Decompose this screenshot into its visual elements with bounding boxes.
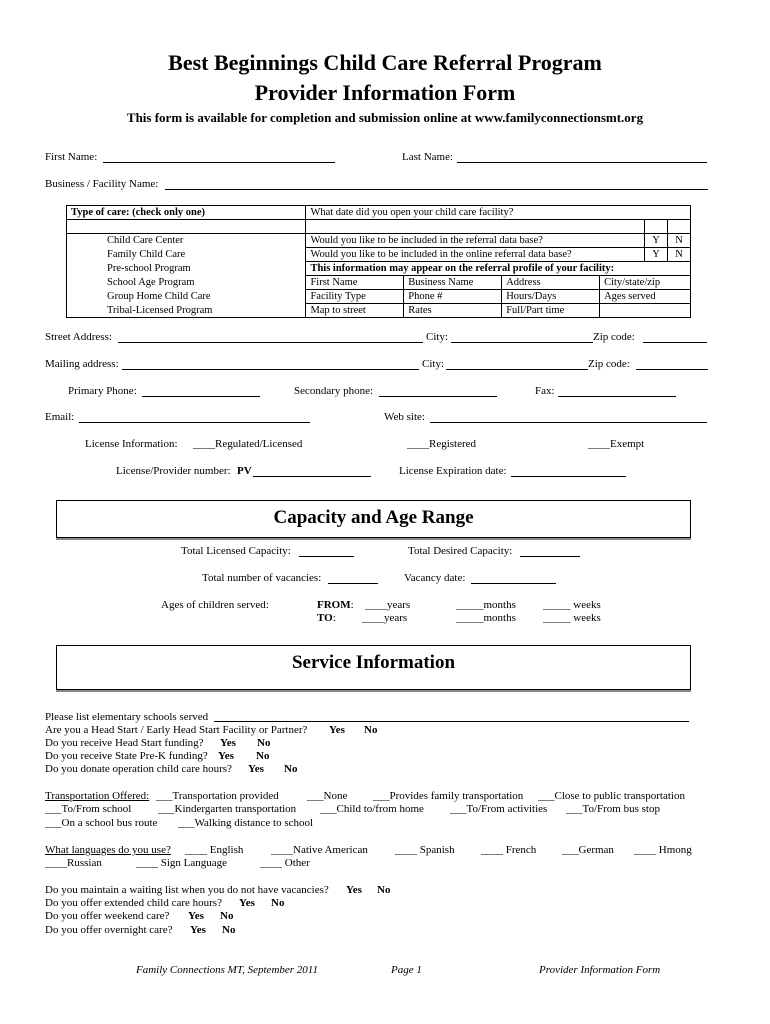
to-years-field[interactable]: ____years bbox=[362, 612, 408, 624]
footer-organization: Family Connections MT, September 2011 bbox=[136, 964, 318, 976]
vacancies-field[interactable] bbox=[328, 583, 378, 584]
profile-cell: Full/Part time bbox=[502, 304, 600, 318]
email-label: Email: bbox=[45, 411, 75, 423]
license-registered-option[interactable]: ____Registered bbox=[407, 438, 477, 450]
mailing-zip-label: Zip code: bbox=[588, 358, 630, 370]
from-years-field[interactable]: ____years bbox=[365, 599, 411, 611]
email-field[interactable] bbox=[79, 422, 310, 423]
transport-option[interactable]: ___To/From school bbox=[45, 803, 132, 815]
service-section-title: Service Information bbox=[291, 652, 456, 673]
transport-option[interactable]: ___To/From activities bbox=[450, 803, 548, 815]
blank-cell bbox=[667, 220, 690, 234]
waiting-list-yes[interactable]: Yes bbox=[346, 884, 362, 896]
license-regulated-option[interactable]: ____Regulated/Licensed bbox=[193, 438, 303, 450]
first-name-label: First Name: bbox=[45, 151, 98, 163]
database-question: Would you like to be included in the referral data base? bbox=[306, 234, 645, 248]
care-type-option[interactable]: Pre-school Program bbox=[67, 262, 306, 276]
online-database-question: Would you like to be included in the online referral data base? bbox=[306, 248, 645, 262]
licensed-capacity-label: Total Licensed Capacity: bbox=[181, 545, 291, 557]
vacancy-date-field[interactable] bbox=[471, 583, 556, 584]
ages-to-row bbox=[317, 612, 336, 624]
capacity-section-title: Capacity and Age Range bbox=[273, 507, 474, 528]
language-option[interactable]: ____ Hmong bbox=[634, 844, 692, 856]
mailing-address-field[interactable] bbox=[122, 369, 419, 370]
online-database-yes[interactable]: Y bbox=[645, 248, 668, 262]
last-name-label: Last Name: bbox=[402, 151, 454, 163]
funding-no[interactable]: No bbox=[257, 737, 271, 749]
transportation-label: Transportation Offered: bbox=[45, 790, 150, 802]
city-field[interactable] bbox=[451, 342, 593, 343]
business-name-field[interactable] bbox=[165, 189, 708, 190]
vacancies-label: Total number of vacancies: bbox=[202, 572, 322, 584]
zip-label: Zip code: bbox=[593, 331, 635, 343]
profile-cell: Business Name bbox=[404, 276, 502, 290]
ages-to-colon: : bbox=[332, 612, 336, 624]
blank-cell bbox=[67, 220, 306, 234]
prek-no[interactable]: No bbox=[256, 750, 270, 762]
mailing-city-label: City: bbox=[422, 358, 445, 370]
profile-cell: City/state/zip bbox=[600, 276, 691, 290]
care-type-option[interactable]: Tribal-Licensed Program bbox=[67, 304, 306, 318]
license-number-field[interactable] bbox=[253, 476, 371, 477]
form-subtitle: This form is available for completion and submission online at www.familyconnectionsmt.org bbox=[126, 110, 644, 125]
primary-phone-label: Primary Phone: bbox=[68, 385, 137, 397]
language-option[interactable]: ____ English bbox=[185, 844, 244, 856]
ages-from-colon: : bbox=[350, 599, 354, 611]
profile-cell: Address bbox=[502, 276, 600, 290]
database-yes[interactable]: Y bbox=[645, 234, 668, 248]
language-option[interactable]: ____Native American bbox=[271, 844, 368, 856]
care-type-table bbox=[66, 205, 691, 318]
care-type-option[interactable]: Group Home Child Care bbox=[67, 290, 306, 304]
business-name-label: Business / Facility Name: bbox=[45, 178, 159, 190]
languages-label: What languages do you use? bbox=[45, 844, 171, 856]
vacancy-date-label: Vacancy date: bbox=[404, 572, 466, 584]
weekend-care-yes[interactable]: Yes bbox=[188, 910, 204, 922]
profile-cell: Phone # bbox=[404, 290, 502, 304]
secondary-phone-field[interactable] bbox=[379, 396, 497, 397]
last-name-field[interactable] bbox=[457, 162, 707, 163]
waiting-list-question: Do you maintain a waiting list when you do not have vacancies? bbox=[45, 884, 329, 896]
care-type-option[interactable]: School Age Program bbox=[67, 276, 306, 290]
language-option[interactable]: ___German bbox=[562, 844, 614, 856]
schools-label: Please list elementary schools served bbox=[45, 711, 209, 723]
profile-cell: First Name bbox=[306, 276, 404, 290]
zip-field[interactable] bbox=[643, 342, 707, 343]
overnight-care-no[interactable]: No bbox=[222, 924, 236, 936]
to-months-field[interactable]: _____months bbox=[456, 612, 516, 624]
language-option[interactable]: ____ Sign Language bbox=[136, 857, 228, 869]
transport-option[interactable]: ___Close to public transportation bbox=[538, 790, 685, 802]
profile-cell: Hours/Days bbox=[502, 290, 600, 304]
waiting-list-no[interactable]: No bbox=[377, 884, 391, 896]
extended-hours-no[interactable]: No bbox=[271, 897, 285, 909]
licensed-capacity-field[interactable] bbox=[299, 556, 354, 557]
care-type-option[interactable]: Family Child Care bbox=[67, 248, 306, 262]
profile-cell: Rates bbox=[404, 304, 502, 318]
profile-cell: Facility Type bbox=[306, 290, 404, 304]
ages-to-label: TO bbox=[317, 612, 333, 624]
footer-page-number: Page 1 bbox=[391, 964, 422, 976]
transport-option[interactable]: ___Walking distance to school bbox=[178, 817, 314, 829]
overnight-care-yes[interactable]: Yes bbox=[190, 924, 206, 936]
street-address-field[interactable] bbox=[118, 342, 423, 343]
desired-capacity-label: Total Desired Capacity: bbox=[408, 545, 513, 557]
donate-question: Do you donate operation child care hours? bbox=[45, 763, 232, 775]
profile-note: This information may appear on the referral profile of your facility: bbox=[306, 262, 691, 276]
profile-cell: Map to street bbox=[306, 304, 404, 318]
mailing-address-label: Mailing address: bbox=[45, 358, 119, 370]
extended-hours-yes[interactable]: Yes bbox=[239, 897, 255, 909]
form-title-line1: Best Beginnings Child Care Referral Program bbox=[168, 50, 602, 75]
from-months-field[interactable]: _____months bbox=[456, 599, 516, 611]
from-weeks-field[interactable]: _____ weeks bbox=[543, 599, 601, 611]
prek-yes[interactable]: Yes bbox=[218, 750, 234, 762]
license-number-label: License/Provider number: bbox=[116, 465, 231, 477]
language-option[interactable]: ____ Spanish bbox=[395, 844, 455, 856]
blank-cell bbox=[306, 220, 645, 234]
schools-field[interactable] bbox=[214, 721, 689, 722]
license-expiration-label: License Expiration date: bbox=[399, 465, 507, 477]
footer-form-name: Provider Information Form bbox=[539, 964, 661, 976]
language-option[interactable]: ____ Other bbox=[260, 857, 310, 869]
license-number-prefix: PV bbox=[237, 465, 252, 477]
care-type-header: Type of care: (check only one) bbox=[67, 206, 306, 220]
form-title-line2: Provider Information Form bbox=[254, 80, 516, 105]
first-name-field[interactable] bbox=[103, 162, 335, 163]
street-address-label: Street Address: bbox=[45, 331, 112, 343]
transport-option[interactable]: ___None bbox=[307, 790, 348, 802]
transport-option[interactable]: ___Provides family transportation bbox=[373, 790, 524, 802]
transport-option[interactable]: ___On a school bus route bbox=[45, 817, 158, 829]
ages-from-row bbox=[317, 599, 354, 611]
ages-served-label: Ages of children served: bbox=[161, 599, 269, 611]
language-option[interactable]: ____Russian bbox=[45, 857, 102, 869]
transport-option[interactable]: ___Transportation provided bbox=[156, 790, 279, 802]
open-date-question: What date did you open your child care facility? bbox=[306, 206, 691, 220]
funding-yes[interactable]: Yes bbox=[220, 737, 236, 749]
license-expiration-field[interactable] bbox=[511, 476, 626, 477]
ages-from-label: FROM bbox=[317, 599, 351, 611]
donate-no[interactable]: No bbox=[284, 763, 298, 775]
transport-option[interactable]: ___To/From bus stop bbox=[566, 803, 660, 815]
fax-field[interactable] bbox=[558, 396, 676, 397]
language-option[interactable]: ____ French bbox=[481, 844, 537, 856]
extended-hours-question: Do you offer extended child care hours? bbox=[45, 897, 222, 909]
license-exempt-option[interactable]: ____Exempt bbox=[588, 438, 645, 450]
website-label: Web site: bbox=[384, 411, 425, 423]
overnight-care-question: Do you offer overnight care? bbox=[45, 924, 173, 936]
weekend-care-question: Do you offer weekend care? bbox=[45, 910, 170, 922]
database-no[interactable]: N bbox=[667, 234, 690, 248]
website-field[interactable] bbox=[430, 422, 707, 423]
weekend-care-no[interactable]: No bbox=[220, 910, 234, 922]
to-weeks-field[interactable]: _____ weeks bbox=[543, 612, 601, 624]
fax-label: Fax: bbox=[535, 385, 555, 397]
funding-question: Do you receive Head Start funding? bbox=[45, 737, 204, 749]
head-start-yes[interactable]: Yes bbox=[329, 724, 345, 736]
online-database-no[interactable]: N bbox=[667, 248, 690, 262]
head-start-no[interactable]: No bbox=[364, 724, 378, 736]
license-info-label: License Information: bbox=[85, 438, 178, 450]
head-start-question: Are you a Head Start / Early Head Start Facility or Partner? bbox=[45, 724, 308, 736]
transport-option[interactable]: ___Child to/from home bbox=[320, 803, 424, 815]
mailing-zip-field[interactable] bbox=[636, 369, 708, 370]
donate-yes[interactable]: Yes bbox=[248, 763, 264, 775]
care-type-option[interactable]: Child Care Center bbox=[67, 234, 306, 248]
city-label: City: bbox=[426, 331, 449, 343]
profile-cell bbox=[600, 304, 691, 318]
mailing-city-field[interactable] bbox=[446, 369, 588, 370]
profile-cell: Ages served bbox=[600, 290, 691, 304]
transport-option[interactable]: ___Kindergarten transportation bbox=[158, 803, 297, 815]
prek-question: Do you receive State Pre-K funding? bbox=[45, 750, 208, 762]
blank-cell bbox=[645, 220, 668, 234]
desired-capacity-field[interactable] bbox=[520, 556, 580, 557]
secondary-phone-label: Secondary phone: bbox=[294, 385, 374, 397]
primary-phone-field[interactable] bbox=[142, 396, 260, 397]
